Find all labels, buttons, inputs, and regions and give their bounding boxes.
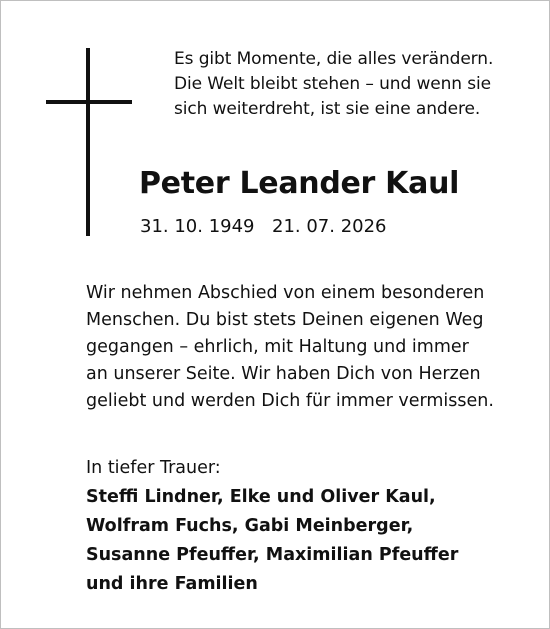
cross-icon <box>46 48 132 236</box>
mourner-line: und ihre Familien <box>86 574 258 594</box>
message-line: gegangen – ehrlich, mit Haltung und immer <box>86 337 469 357</box>
mourning-intro: In tiefer Trauer: <box>86 458 221 478</box>
cross-vertical-bar <box>86 48 90 236</box>
message-line: Wir nehmen Abschied von einem besonderen <box>86 283 485 303</box>
mourners-block <box>86 454 458 599</box>
quote-line: Es gibt Momente, die alles verändern. <box>174 49 494 69</box>
opening-quote <box>174 47 493 122</box>
farewell-message <box>86 280 494 415</box>
death-date: 21. 07. 2026 <box>272 216 387 237</box>
deceased-name: Peter Leander Kaul <box>139 166 460 201</box>
birth-date: 31. 10. 1949 <box>140 216 255 237</box>
mourner-line: Susanne Pfeuffer, Maximilian Pfeuffer <box>86 545 459 565</box>
quote-line: Die Welt bleibt stehen – und wenn sie <box>174 74 491 94</box>
cross-horizontal-bar <box>46 100 132 104</box>
mourner-line: Wolfram Fuchs, Gabi Meinberger, <box>86 516 414 536</box>
message-line: Menschen. Du bist stets Deinen eigenen Weg <box>86 310 484 330</box>
message-line: geliebt und werden Dich für immer vermissen. <box>86 391 494 411</box>
mourner-line: Steffi Lindner, Elke und Oliver Kaul, <box>86 487 436 507</box>
message-line: an unserer Seite. Wir haben Dich von Herzen <box>86 364 481 384</box>
quote-line: sich weiterdreht, ist sie eine andere. <box>174 99 481 119</box>
